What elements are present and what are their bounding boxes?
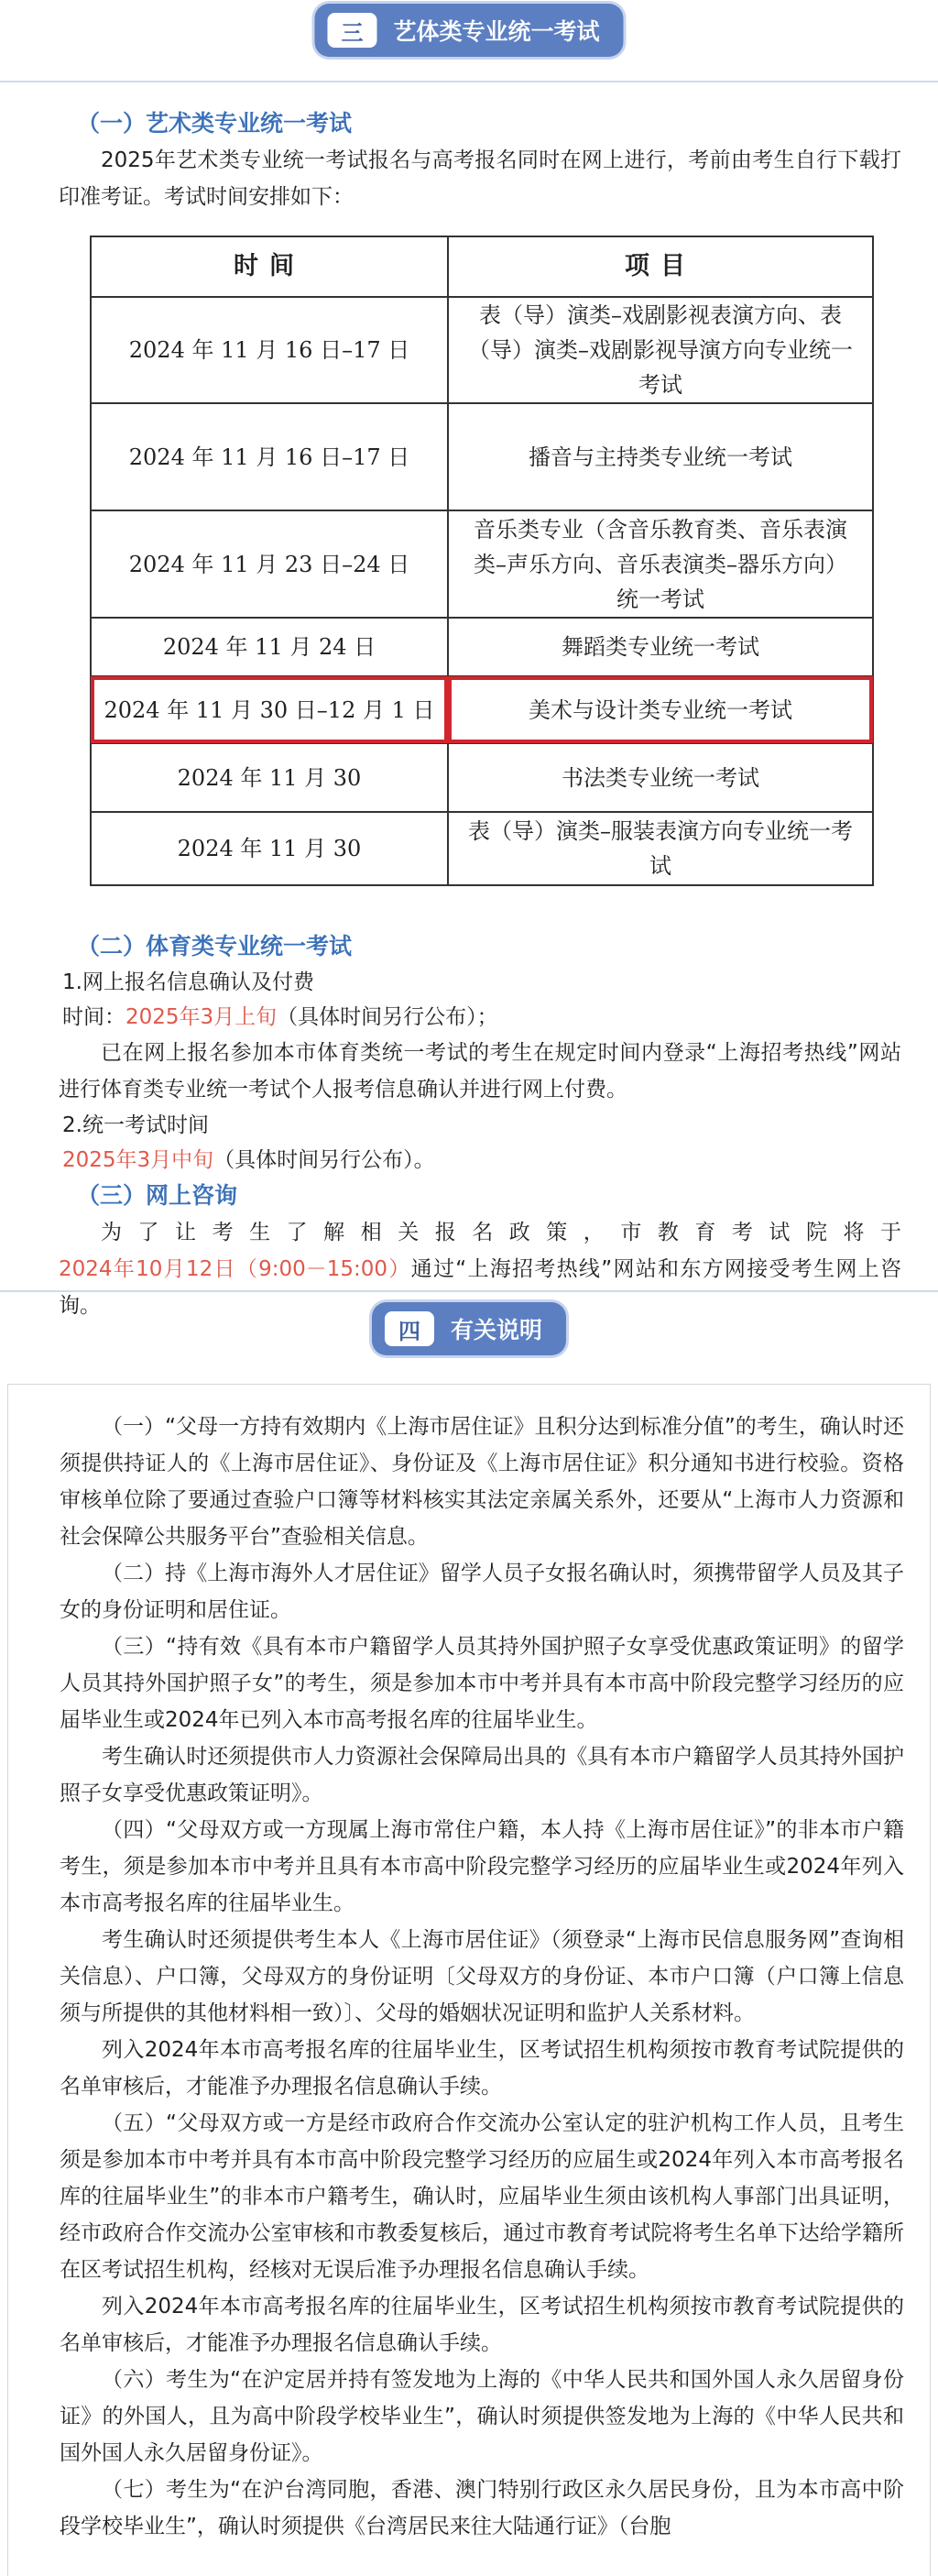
row-item: 播音与主持类专业统一考试 [448, 403, 873, 510]
table-row [91, 618, 873, 676]
time-value: 2025年3月上旬 [125, 1005, 278, 1029]
note-paragraph: 考生确认时还须提供考生本人《上海市居住证》（须登录“上海市民信息服务网”查询相关信息）、户口簿，父母双方的身份证明〔父母双方的身份证、本市户口簿（户口簿上信息须与所提供的其他材料相一致）〕、父母的婚姻状况证明和监护人关系材料。 [60, 1928, 904, 2025]
note-paragraph: 列入2024年本市高考报名库的往届毕业生，区考试招生机构须按市教育考试院提供的名单审核后，才能准予办理报名信息确认手续。 [60, 2295, 904, 2355]
section-title: 艺体类专业统一考试 [393, 18, 600, 45]
consult-text-a: 为了让考生了解相关报名政策，市教育考试院将于 [101, 1221, 901, 1244]
sports-time-line [0, 1000, 938, 1035]
note-paragraph: 考生确认时还须提供市人力资源社会保障局出具的《具有本市户籍留学人员其持外国护照子女享受优惠政策证明》。 [60, 1745, 904, 1805]
art-exam-heading: （一）艺术类专业统一考试 [77, 110, 353, 137]
row-item: 音乐类专业（含音乐教育类、音乐表演类–声乐方向、音乐表演类–器乐方向）统一考试 [448, 510, 873, 618]
time-label: 时间： [62, 1005, 125, 1029]
row-item: 表（导）演类–服装表演方向专业统一考试 [448, 812, 873, 885]
sports-item1-title: 1.网上报名信息确认及付费 [62, 970, 314, 994]
section-badge-4 [372, 1302, 566, 1355]
row-time: 2024 年 11 月 30 [91, 743, 448, 812]
row-time: 2024 年 11 月 30 日–12 月 1 日 [91, 676, 448, 743]
notes-box [7, 1384, 931, 2576]
sports-item2-title: 2.统一考试时间 [62, 1113, 209, 1137]
art-exam-intro: 2025年艺术类专业统一考试报名与高考报名同时在网上进行，考前由考生自行下载打印准考证。考试时间安排如下： [59, 148, 901, 209]
online-consult-heading: （三）网上咨询 [77, 1182, 238, 1209]
row-time: 2024 年 11 月 23 日–24 日 [91, 510, 448, 618]
section-number: 三 [327, 13, 376, 48]
table-row [91, 403, 873, 510]
header-time: 时间 [91, 236, 448, 297]
row-time: 2024 年 11 月 30 [91, 812, 448, 885]
time-note: （具体时间另行公布）； [277, 1005, 498, 1029]
note-paragraph: （二）持《上海市海外人才居住证》留学人员子女报名确认时，须携带留学人员及其子女的身份证明和居住证。 [60, 1562, 904, 1622]
note-paragraph: （六）考生为“在沪定居并持有签发地为上海的《中华人民共和国外国人永久居留身份证》的外国人，且为高中阶段学校毕业生”，确认时须提供签发地为上海的《中华人民共和国外国人永久居留身份证》。 [60, 2368, 904, 2465]
table-header-row [91, 236, 873, 297]
divider [0, 1290, 938, 1292]
note-paragraph: （七）考生为“在沪台湾同胞，香港、澳门特别行政区永久居民身份，且为本市高中阶段学校毕业生”，确认时须提供《台湾居民来往大陆通行证》（台胞 [60, 2478, 904, 2538]
sports-exam-heading: （二）体育类专业统一考试 [77, 933, 353, 959]
divider [0, 81, 938, 82]
row-time: 2024 年 11 月 24 日 [91, 618, 448, 676]
note-paragraph: （一）“父母一方持有效期内《上海市居住证》且积分达到标准分值”的考生，确认时还须提供持证人的《上海市居住证》、身份证及《上海市居住证》积分通知书进行校验。资格审核单位除了要通过查验户口簿等材料核实其法定亲属关系外，还要从“上海市人力资源和社会保障公共服务平台”查验相关信息。 [60, 1415, 904, 1549]
sports-exam-block [0, 928, 938, 1324]
consult-text-b: 通过“上海招考热线”网站和东方网接受考生网上咨询。 [59, 1257, 901, 1318]
sports-confirm-text: 已在网上报名参加本市体育类统一考试的考生在规定时间内登录“上海招考热线”网站进行体育类专业统一考试个人报考信息确认并进行网上付费。 [59, 1041, 901, 1102]
table-row [91, 812, 873, 885]
art-exam-block [0, 105, 938, 215]
exam-time-value: 2025年3月中旬 [62, 1148, 214, 1172]
note-paragraph: （三）“持有效《具有本市户籍留学人员其持外国护照子女享受优惠政策证明》的留学人员其持外国护照子女”的考生，须是参加本市中考并具有本市高中阶段完整学习经历的应届毕业生或2024年已列入本市高考报名库的往届毕业生。 [60, 1635, 904, 1732]
exam-schedule-table [90, 236, 874, 886]
row-time: 2024 年 11 月 16 日–17 日 [91, 297, 448, 403]
section-badge-3 [314, 4, 623, 57]
header-item: 项目 [448, 236, 873, 297]
sports-exam-time-line [0, 1143, 938, 1178]
note-paragraph: 列入2024年本市高考报名库的往届毕业生，区考试招生机构须按市教育考试院提供的名单审核后，才能准予办理报名信息确认手续。 [60, 2038, 904, 2099]
consult-date: 2024年10月12日（9:00－15:00） [59, 1257, 411, 1281]
table-row [91, 743, 873, 812]
row-item: 表（导）演类–戏剧影视表演方向、表（导）演类–戏剧影视导演方向专业统一考试 [448, 297, 873, 403]
table-row [91, 510, 873, 618]
row-item: 舞蹈类专业统一考试 [448, 618, 873, 676]
table-row [91, 676, 873, 743]
note-paragraph: （四）“父母双方或一方现属上海市常住户籍，本人持《上海市居住证》”的非本市户籍考生，须是参加本市中考并且具有本市高中阶段完整学习经历的应届毕业生或2024年列入本市高考报名库的往届毕业生。 [60, 1818, 904, 1915]
row-time: 2024 年 11 月 16 日–17 日 [91, 403, 448, 510]
row-item: 美术与设计类专业统一考试 [448, 676, 873, 743]
row-item: 书法类专业统一考试 [448, 743, 873, 812]
section-title: 有关说明 [450, 1317, 543, 1343]
exam-time-note: （具体时间另行公布）。 [213, 1148, 435, 1172]
table-row [91, 297, 873, 403]
section-number: 四 [385, 1311, 434, 1346]
note-paragraph: （五）“父母双方或一方是经市政府合作交流办公室认定的驻沪机构工作人员，且考生须是参加本市中考并具有本市高中阶段完整学习经历的应届生或2024年列入本市高考报名库的往届毕业生”的非本市户籍考生，确认时，应届毕业生须由该机构人事部门出具证明，经市政府合作交流办公室审核和市教委复核后，通过市教育考试院将考生名单下达给学籍所在区考试招生机构，经核对无误后准予办理报名信息确认手续。 [60, 2111, 904, 2282]
